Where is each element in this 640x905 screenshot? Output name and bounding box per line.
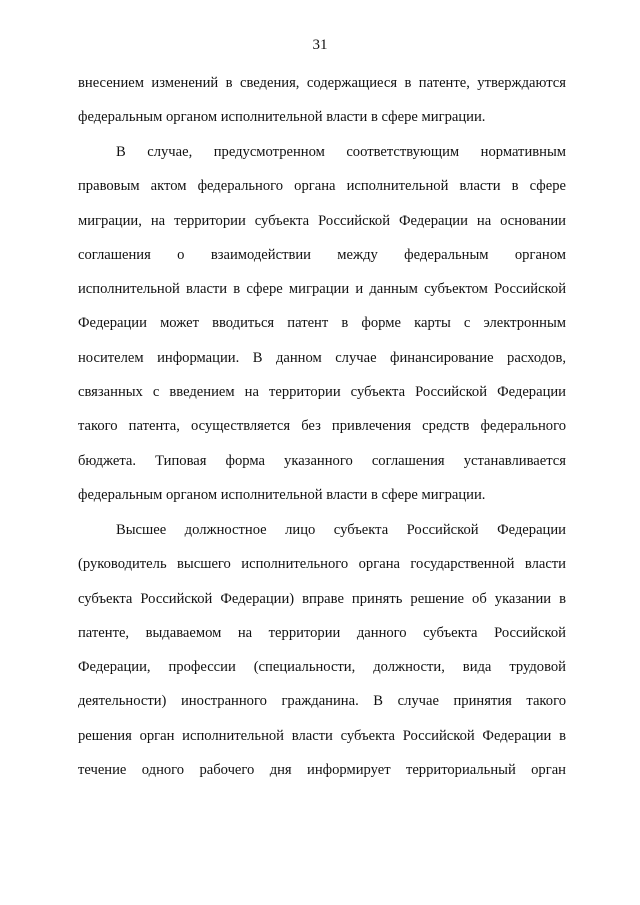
text-line: патенте, выдаваемом на территории данного субъекта Российской xyxy=(78,624,566,641)
text-line: связанных с введением на территории субъекта Российской Федерации xyxy=(78,384,566,401)
text-line: федеральным органом исполнительной власти в сфере миграции. xyxy=(78,109,486,126)
paragraph-1 xyxy=(78,66,566,135)
text-line: Федерации, профессии (специальности, должности, вида трудовой xyxy=(78,659,566,676)
page-number: 31 xyxy=(312,37,328,53)
text-line: Высшее должностное лицо субъекта Российской Федерации xyxy=(116,522,566,538)
text-line: соглашения о взаимодействии между федеральным органом xyxy=(78,246,566,263)
text-line: В случае, предусмотренном соответствующим нормативным xyxy=(116,144,566,160)
text-line: такого патента, осуществляется без привлечения средств федерального xyxy=(78,418,566,435)
text-line: бюджета. Типовая форма указанного соглашения устанавливается xyxy=(78,452,566,469)
text-line: внесением изменений в сведения, содержащиеся в патенте, утверждаются xyxy=(78,75,566,91)
text-line: деятельности) иностранного гражданина. В случае принятия такого xyxy=(78,693,566,710)
text-line: Федерации может вводиться патент в форме карты с электронным xyxy=(78,315,566,332)
text-line: носителем информации. В данном случае финансирование расходов, xyxy=(78,349,566,366)
paragraph-2 xyxy=(78,135,566,512)
text-line: субъекта Российской Федерации) вправе принять решение об указании в xyxy=(78,590,566,607)
text-line: решения орган исполнительной власти субъекта Российской Федерации в xyxy=(78,727,566,744)
text-line: исполнительной власти в сфере миграции и данным субъектом Российской xyxy=(78,281,566,298)
text-line: правовым актом федерального органа исполнительной власти в сфере xyxy=(78,178,566,195)
text-line: (руководитель высшего исполнительного органа государственной власти xyxy=(78,556,566,573)
text-line: течение одного рабочего дня информирует территориальный орган xyxy=(78,762,566,779)
paragraph-3 xyxy=(78,513,566,787)
text-line: федеральным органом исполнительной власти в сфере миграции. xyxy=(78,486,486,503)
text-line: миграции, на территории субъекта Российской Федерации на основании xyxy=(78,212,566,229)
